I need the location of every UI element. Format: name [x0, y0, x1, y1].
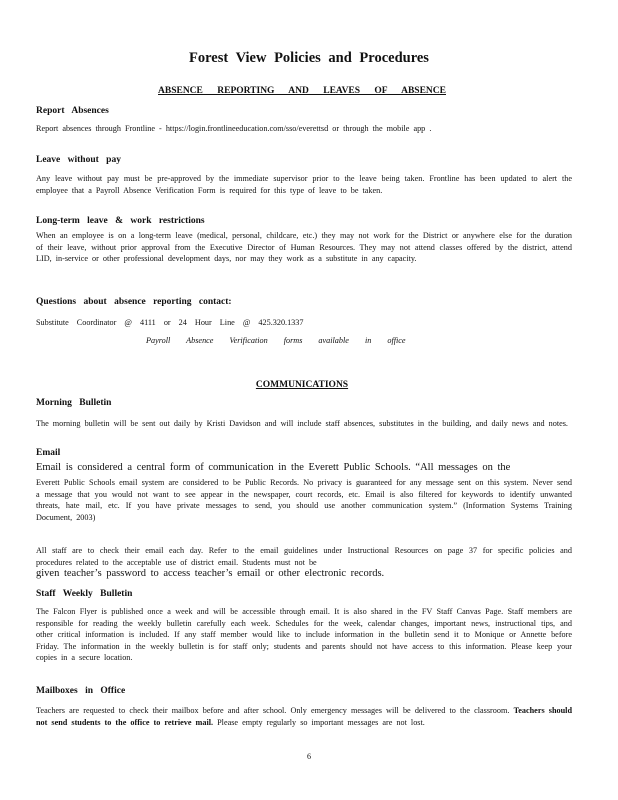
- report-absences-text: Report absences through Frontline - https://login.frontlineeducation.com/sso/everettsd or through the mobile app .: [36, 124, 432, 133]
- email-lead-text: Email is considered a central form of communication in the Everett Public Schools. “All messages on the: [36, 462, 511, 473]
- questions-contact: Substitute Coordinator @ 4111 or 24 Hour Line @ 425.320.1337: [36, 318, 304, 327]
- section-title-absence: [0, 86, 618, 96]
- page-title: Forest View Policies and Procedures: [189, 50, 429, 66]
- staff-weekly-bulletin-text: The Falcon Flyer is published once a week and will be accessible through email. It is also shared in the FV Staff Canvas Page. Staff members are responsible for reading the weekly bulletin carefully each week. Schedules for the week, calendar changes, important news, instructional tips, and other critical information is included. If any staff member would like to include information in the bulletin send it to Monique or Annette before Friday. The information in the weekly bulletin is for staff only; students and parents should not have access to this information. Please keep your copies in a secure location.: [36, 607, 572, 662]
- heading-report-absences: Report Absences: [36, 106, 109, 116]
- heading-staff-weekly-bulletin: Staff Weekly Bulletin: [36, 589, 133, 599]
- section-title-absence-text: ABSENCE REPORTING AND LEAVES OF ABSENCE: [158, 86, 446, 96]
- long-term-leave-text: When an employee is on a long-term leave (medical, personal, childcare, etc.) they may not work for the District or anywhere else for the duration of their leave, without prior approval from the Executive Director of Human Resources. They may not attend classes offered by the district, attend LID, in-service or other professional development days, nor may they work as a substitute in any capacity.: [36, 231, 572, 263]
- heading-morning-bulletin: Morning Bulletin: [36, 398, 112, 408]
- morning-bulletin-text: The morning bulletin will be sent out daily by Kristi Davidson and will include staff absences, substitutes in the building, and daily news and notes.: [36, 419, 568, 428]
- heading-leave-without-pay: Leave without pay: [36, 155, 121, 165]
- email-text: Everett Public Schools email system are considered to be Public Records. No privacy is guaranteed for any message sent on this system. Never send a message that you would not want to see appear in the newspaper, court records, etc. Email is also filtered for keywords to identify unwanted threats, hate mail, etc. If you have private messages to send, you should use another communication system.” (Information Systems Training Document, 2003): [36, 478, 572, 522]
- email-password-text: given teacher’s password to access teacher’s email or other electronic records.: [36, 568, 385, 579]
- heading-questions: Questions about absence reporting contact:: [36, 297, 232, 307]
- email-checking-text: All staff are to check their email each day. Refer to the email guidelines under Instructional Resources on page 37 for specific policies and procedures related to the acceptable use of district email. Students must not be: [36, 546, 572, 567]
- section-title-communications-text: COMMUNICATIONS: [255, 380, 349, 390]
- mailboxes-text-end: Please empty regularly so important messages are not lost.: [217, 717, 425, 727]
- heading-email: Email: [36, 448, 61, 458]
- heading-long-term-leave: Long-term leave & work restrictions: [36, 216, 205, 226]
- page-number: 6: [307, 752, 311, 761]
- payroll-form-note: Payroll Absence Verification forms available in office: [146, 336, 406, 345]
- leave-without-pay-text: Any leave without pay must be pre-approved by the immediate supervisor prior to the leave being taken. Frontline has been updated to alert the employee that a Payroll Absence Verification Form is required for this type of leave to be taken.: [36, 174, 572, 195]
- heading-mailboxes: Mailboxes in Office: [36, 686, 126, 696]
- mailboxes-text-bold: Teachers should not send students to the office to retrieve mail.: [36, 706, 573, 727]
- mailboxes-text-start: Teachers are requested to check their mailbox before and after school. Only emergency messages will be delivered to the classroom.: [36, 706, 510, 715]
- mailboxes-text: [36, 705, 572, 728]
- section-title-communications: [0, 380, 618, 390]
